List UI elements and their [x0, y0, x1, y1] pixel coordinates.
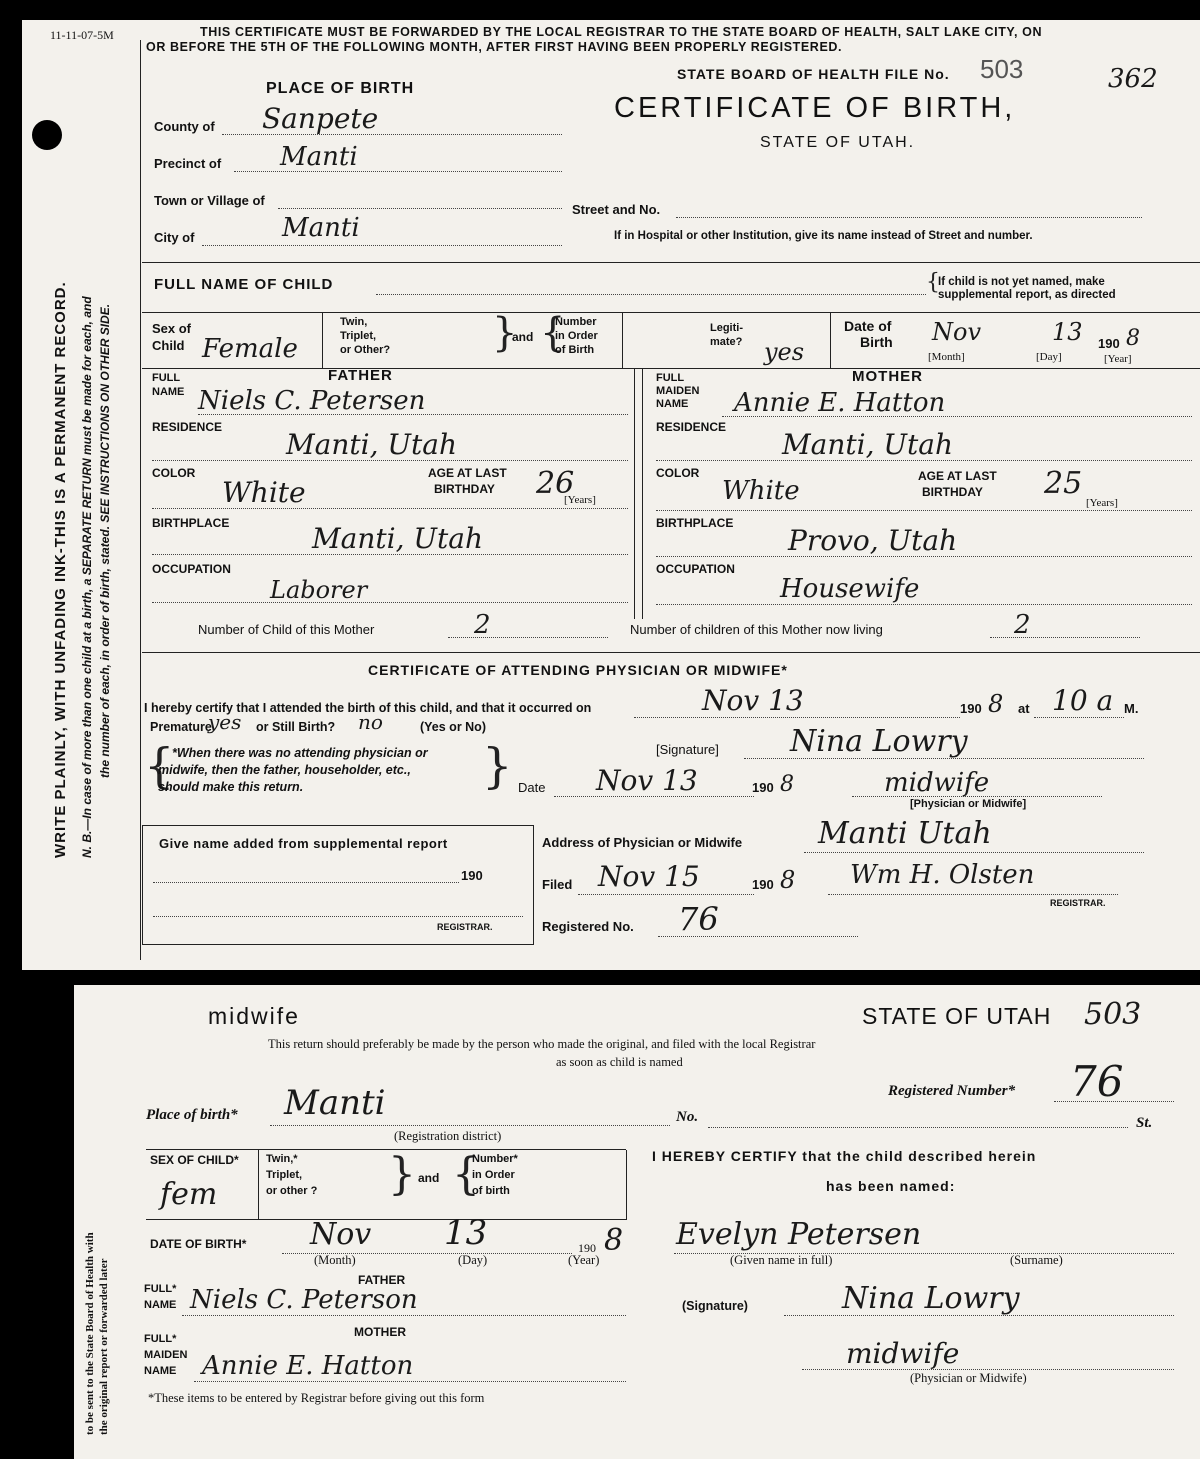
- father-residence: Manti, Utah: [286, 428, 457, 461]
- supp-footnote: *These items to be entered by Registrar before giving out this form: [148, 1391, 485, 1405]
- supp-dob-month: Nov: [310, 1217, 372, 1252]
- left-strip-2: the original report or forwarded later: [98, 1258, 110, 1435]
- child-number: 2: [474, 610, 491, 640]
- legitimate-value: yes: [764, 338, 805, 366]
- birth-certificate-form: 11-11-07-5M WRITE PLAINLY, WITH UNFADING INK-THIS IS A PERMANENT RECORD. N. B.—In case of more than one child at a birth, a SEPARATE RETURN must be made for each, and the number of each, in order of birth, stated. SEE INSTRUCTIONS ON OTHER SIDE. THIS CERTIFICATE MUST BE FORWARDED BY THE LOCAL REGISTRAR TO THE STATE BOARD OF HEALTH, SALT LAKE CITY, ON OR BEFORE THE 5TH OF THE FOLLOWING MONTH, AFTER FIRST HAVING BEEN PROPERLY REGISTERED. STATE BOARD OF HEALTH FILE No. 503 362 CERTIFICATE OF BIRTH, STATE OF UTAH. PLACE OF BIRTH County of Sanpete Precinct of Manti Town or Village of City of Manti Street and No. If in Hospital or other Institution, give its name instead of Street and number. FULL NAME OF CHILD { If child is not yet named, make supplemental report, as directed Sex of Child Female Twin, Triplet, or Other? } and { Number in Order of Birth Legiti- mate? yes Date of Birth Nov 13 190 8 [Month] [Day] [Year] FATHER FULL NAME Niels C. Petersen RESIDENCE Manti, Utah COLOR White AGE AT LAST BIRTHDAY 26 [Years] BIRTHPLACE Manti, Utah OCCUPATION Laborer MOTHER FULL MAIDEN NAME Annie E. Hatton RESIDENCE Manti, Utah COLOR White AGE AT LAST BIRTHDAY 25 [Years] BIRTHPLACE Provo, Utah OCCUPATION Housewife Number of Child of this Mother 2 Number of children of this Mother now living 2 CERTIFICATE OF ATTENDING PHYSICIAN OR MIDWIFE* I hereby certify that I attended the birth of this child, and that it occurred on Nov 13 190 8 at 10 a M. Premature yes or Still Birth? no (Yes or No) { *When there was no attending physician or midwife, then the father, householder, etc., should make this return. } [Signature] Nina Lowry Date Nov 13 190 8 midwife [Physician or Midwife] Give name added from supplemental report 190 REGISTRAR. Address of Physician or Midwife Manti Utah Filed Nov 15 190 8 Wm H. Olsten REGISTRAR. Registered No. 76: [22, 20, 1200, 970]
- county-value: Sanpete: [262, 102, 379, 135]
- certificate-subtitle: STATE OF UTAH.: [760, 134, 916, 151]
- margin-note-2: the number of each, in order of birth, stated. SEE INSTRUCTIONS ON OTHER SIDE.: [98, 303, 112, 778]
- physician-signature: Nina Lowry: [790, 724, 968, 759]
- certificate-title: CERTIFICATE OF BIRTH,: [614, 92, 1016, 124]
- father-name: Niels C. Petersen: [198, 386, 426, 416]
- margin-write-plainly: WRITE PLAINLY, WITH UNFADING INK-THIS IS A PERMANENT RECORD.: [52, 281, 69, 858]
- mother-occupation: Housewife: [780, 574, 920, 604]
- place-heading: PLACE OF BIRTH: [266, 80, 415, 97]
- supp-dob-year: 8: [604, 1223, 624, 1258]
- supplemental-name-box: Give name added from supplemental report 190 REGISTRAR.: [142, 825, 534, 945]
- header-notice-1: THIS CERTIFICATE MUST BE FORWARDED BY THE LOCAL REGISTRAR TO THE STATE BOARD OF HEALTH, SALT LAKE CITY, ON: [200, 25, 1043, 39]
- premature-value: yes: [208, 710, 242, 734]
- birth-date: Nov 13: [702, 684, 804, 717]
- mother-age: 25: [1044, 466, 1083, 501]
- sex-value: Female: [202, 334, 298, 364]
- father-birthplace: Manti, Utah: [312, 522, 483, 555]
- mother-name: Annie E. Hatton: [734, 388, 946, 418]
- margin-note-1: N. B.—In case of more than one child at a birth, a SEPARATE RETURN must be made for each, and: [80, 296, 94, 858]
- binding-hole: [32, 120, 62, 150]
- supp-sex: fem: [160, 1177, 218, 1212]
- physician-title: midwife: [884, 768, 990, 798]
- mother-birthplace: Provo, Utah: [788, 524, 958, 557]
- children-living: 2: [1014, 610, 1031, 640]
- child-name-label: FULL NAME OF CHILD: [154, 276, 334, 293]
- precinct-value: Manti: [280, 142, 358, 172]
- supp-signature: Nina Lowry: [842, 1281, 1020, 1316]
- physician-heading: CERTIFICATE OF ATTENDING PHYSICIAN OR MIDWIFE*: [368, 662, 788, 678]
- mother-color: White: [722, 476, 800, 506]
- hospital-note: If in Hospital or other Institution, give its name instead of Street and number.: [614, 230, 1033, 242]
- father-age: 26: [536, 466, 575, 501]
- registrar-signature: Wm H. Olsten: [850, 860, 1035, 890]
- father-occupation: Laborer: [270, 576, 368, 604]
- certify-date: Nov 13: [596, 764, 698, 797]
- header-notice-2: OR BEFORE THE 5TH OF THE FOLLOWING MONTH, AFTER FIRST HAVING BEEN PROPERLY REGISTERED.: [146, 40, 843, 54]
- supp-mother-name: Annie E. Hatton: [202, 1351, 414, 1381]
- supp-title-midwife: midwife: [846, 1337, 960, 1370]
- city-value: Manti: [282, 213, 360, 243]
- dob-day: 13: [1052, 318, 1083, 346]
- supp-number: 503: [1084, 997, 1142, 1032]
- form-code: 11-11-07-5M: [50, 28, 114, 42]
- supp-father-name: Niels C. Peterson: [190, 1285, 418, 1315]
- mother-residence: Manti, Utah: [782, 428, 953, 461]
- supp-dob-day: 13: [444, 1213, 488, 1253]
- file-no-label: STATE BOARD OF HEALTH FILE No.: [677, 66, 950, 82]
- supp-state: STATE OF UTAH: [862, 1003, 1052, 1029]
- left-strip-1: to be sent to the State Board of Health with: [84, 1232, 96, 1435]
- filed-date: Nov 15: [598, 860, 700, 893]
- birth-time: 10 a: [1052, 684, 1114, 717]
- file-no-value: 503: [980, 54, 1024, 84]
- father-color: White: [222, 476, 306, 509]
- dob-month: Nov: [932, 318, 982, 346]
- supp-registered-number: 76: [1070, 1057, 1124, 1106]
- supp-place: Manti: [284, 1083, 386, 1123]
- supp-child-name: Evelyn Petersen: [676, 1217, 922, 1252]
- dob-year: 8: [1126, 326, 1140, 351]
- file-no-extra: 362: [1108, 64, 1158, 94]
- supp-title: midwife: [208, 1003, 300, 1029]
- supplemental-report-form: to be sent to the State Board of Health with the original report or forwarded later midwife STATE OF UTAH 503 This return should preferably be made by the person who made the original, and filed with the local Registrar as soon as child is named Registered Number* 76 Place of birth* Manti (Registration district) No. St. SEX OF CHILD* fem Twin,* Triplet, or other ? } and { Number* in Order of birth DATE OF BIRTH* Nov 13 190 8 (Month) (Day) (Year) FATHER FULL* NAME Niels C. Peterson MOTHER FULL* MAIDEN NAME Annie E. Hatton *These items to be entered by Registrar before giving out this form I HEREBY CERTIFY that the child described herein has been named: Evelyn Petersen (Given name in full) (Surname) (Signature) Nina Lowry midwife (Physician or Midwife): [74, 985, 1200, 1459]
- still-birth-value: no: [358, 710, 383, 734]
- physician-address: Manti Utah: [818, 816, 992, 851]
- registered-number: 76: [678, 900, 719, 938]
